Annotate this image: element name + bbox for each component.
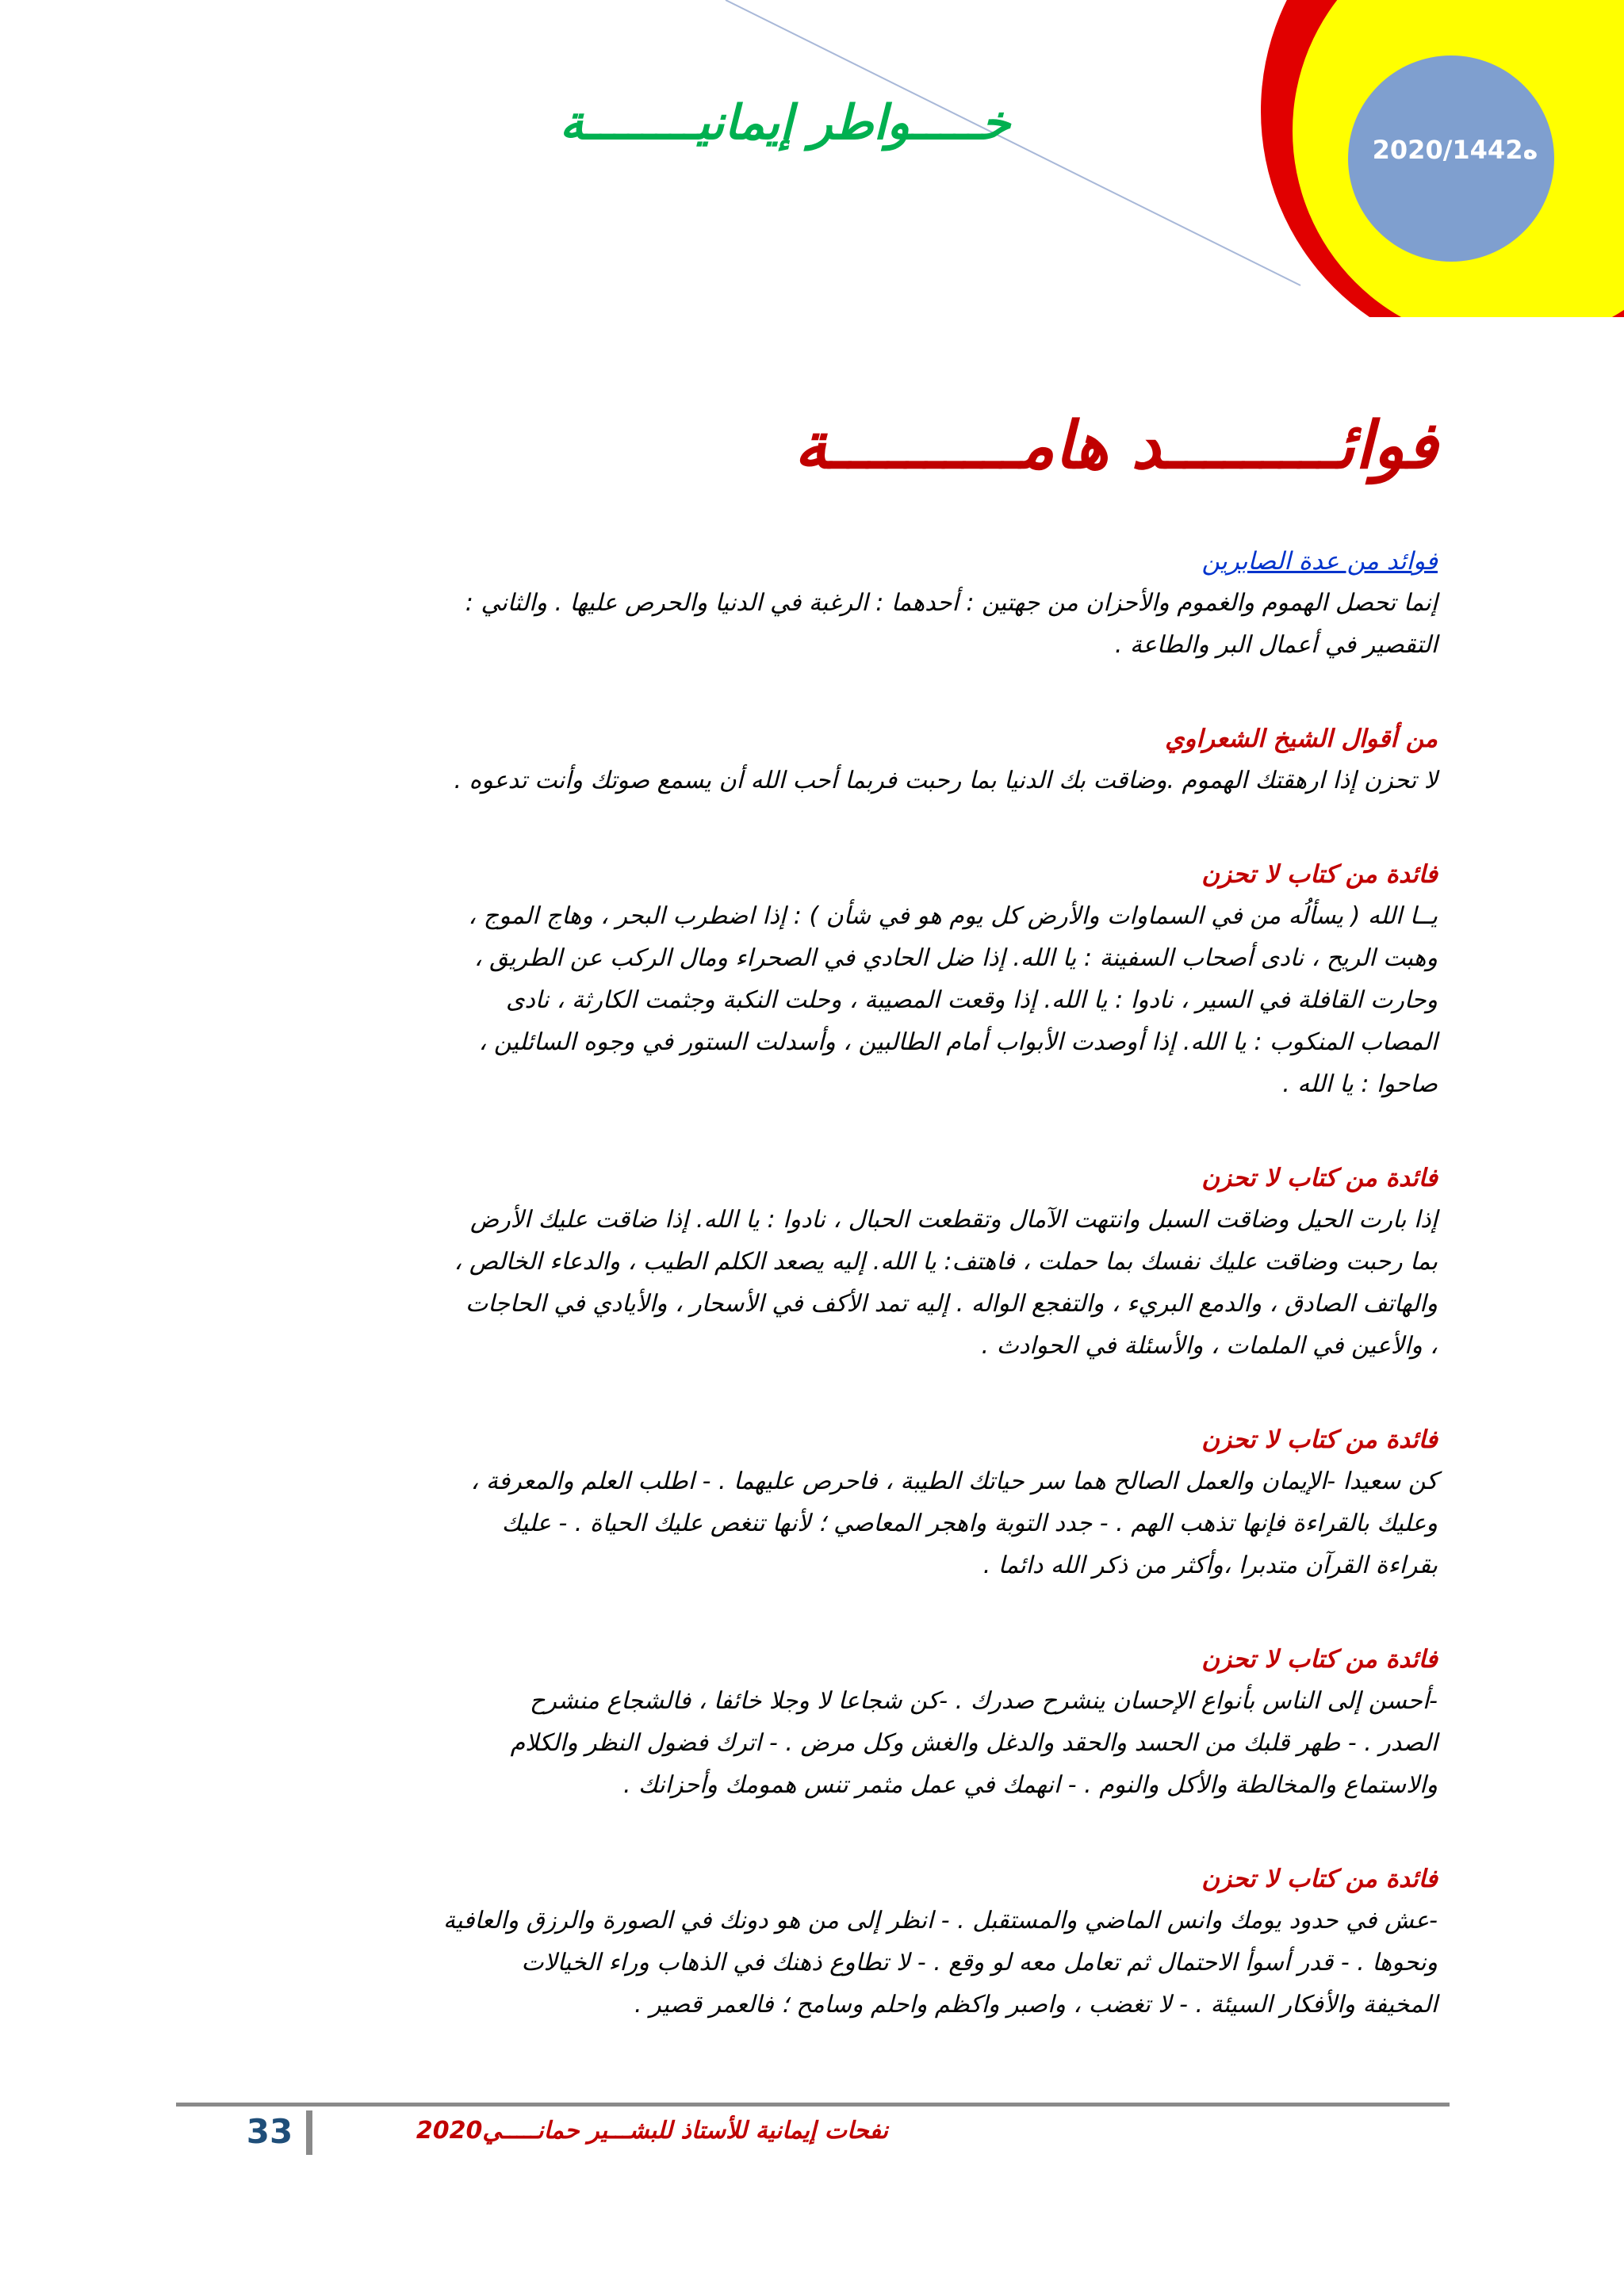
section-sabireen [202, 541, 1438, 666]
section-la-tahzan-1 [202, 854, 1438, 1105]
section-heading: فائدة من كتاب لا تحزن [1201, 1425, 1438, 1454]
section-la-tahzan-3 [202, 1419, 1438, 1586]
body-line: وهبت الريح ، نادى أصحاب السفينة : يا الله. إذا ضل الحادي في الصحراء ومال الركب عن الطريق ، [474, 944, 1438, 972]
body-line: -عش في حدود يومك وانس الماضي والمستقبل . - انظر إلى من هو دونك في الصورة والرزق والعافية [443, 1907, 1438, 1934]
body-line: إنما تحصل الهموم والغموم والأحزان من جهتين : أحدهما : الرغبة في الدنيا والحرص عليها . والثاني : [465, 589, 1438, 617]
body-line: وعليك بالقراءة فإنها تذهب الهم . - جدد التوبة واهجر المعاصي ؛ لأنها تنغص عليك الحياة . - عليك [501, 1510, 1438, 1537]
body-line: صاحوا : يا الله . [1282, 1070, 1438, 1098]
section-heading: فائدة من كتاب لا تحزن [1201, 1645, 1438, 1674]
body-line: -أحسن إلى الناس بأنواع الإحسان ينشرح صدرك . -كن شجاعا لا وجلا خائفا ، فالشجاع منشرح [530, 1687, 1438, 1715]
section-la-tahzan-5 [202, 1858, 1438, 2026]
body-line: المخيفة والأفكار السيئة . - لا تغضب ، واصبر واكظم واحلم وسامح ؛ فالعمر قصير . [634, 1991, 1438, 2019]
footer-separator [306, 2110, 312, 2155]
section-heading: من أقوال الشيخ الشعراوي [1165, 725, 1438, 753]
footer-text: نفحات إيمانية للأستاذ للبشـــير حمانـــــي2020 [416, 2117, 888, 2145]
section-heading-link[interactable]: فوائد من عدة الصابرين [1201, 547, 1438, 576]
body-line: يــا الله ( يسألُه من في السماوات والأرض كل يوم هو في شأن ) : إذا اضطرب البحر ، وهاج الموج ، [468, 902, 1438, 930]
section-heading: فائدة من كتاب لا تحزن [1201, 860, 1438, 889]
body-line: لا تحزن إذا ارهقتك الهموم .وضاقت بك الدنيا بما رحبت فربما أحب الله أن يسمع صوتك وأنت تدعوه . [454, 767, 1438, 794]
footer-rule [176, 2103, 1450, 2107]
section-la-tahzan-2 [202, 1158, 1438, 1367]
body-line: ، والأعين في الملمات ، والأسئلة في الحوادث . [981, 1332, 1438, 1360]
body-line: ونحوها . - قدر أسوأ الاحتمال ثم تعامل معه لو وقع . - لا تطاوع ذهنك في الذهاب وراء الخيالات [521, 1949, 1438, 1976]
body-line: التقصير في أعمال البر والطاعة . [1114, 631, 1438, 659]
body-line: إذا بارت الحيل وضاقت السبل وانتهت الآمال وتقطعت الحبال ، نادوا : يا الله. إذا ضاقت عليك الأرض [469, 1206, 1438, 1234]
section-la-tahzan-4 [202, 1639, 1438, 1806]
body-line: كن سعيدا -الإيمان والعمل الصالح هما سر حياتك الطيبة ، فاحرص عليهما . - اطلب العلم والمعرفة ، [470, 1468, 1438, 1495]
body-line: بما رحبت وضاقت عليك نفسك بما حملت ، فاهتف: يا الله. إليه يصعد الكلم الطيب ، والدعاء الخالص ، [454, 1248, 1438, 1276]
page-title: فوائـــــــــد هامــــــــــة [794, 408, 1438, 484]
page-number: 33 [246, 2112, 293, 2151]
year-badge: 2020/ه1442 [1372, 135, 1538, 165]
section-shaarawi [202, 718, 1438, 802]
body-line: والهاتف الصادق ، والدمع البريء ، والتفجع الواله . إليه تمد الأكف في الأسحار ، والأيادي في الحاجات [465, 1290, 1438, 1318]
section-heading: فائدة من كتاب لا تحزن [1201, 1865, 1438, 1893]
body-line: المصاب المنكوب : يا الله. إذا أوصدت الأبواب أمام الطالبين ، وأسدلت الستور في وجوه السائلين ، [478, 1028, 1438, 1056]
section-heading: فائدة من كتاب لا تحزن [1201, 1164, 1438, 1192]
content [202, 541, 1438, 2026]
body-line: الصدر . - طهر قلبك من الحسد والحقد والدغل والغش وكل مرض . - اترك فضول النظر والكلام [510, 1729, 1438, 1757]
body-line: وحارت القافلة في السير ، نادوا : يا الله. إذا وقعت المصيبة ، وحلت النكبة وجثمت الكارثة ، نادى [505, 986, 1438, 1014]
header-title: خـــــواطر إيمانيــــــــة [559, 95, 1011, 151]
body-line: بقراءة القرآن متدبرا ،وأكثر من ذكر الله دائما . [982, 1552, 1438, 1579]
body-line: والاستماع والمخالطة والأكل والنوم . - انهمك في عمل مثمر تنس همومك وأحزانك . [622, 1771, 1438, 1799]
